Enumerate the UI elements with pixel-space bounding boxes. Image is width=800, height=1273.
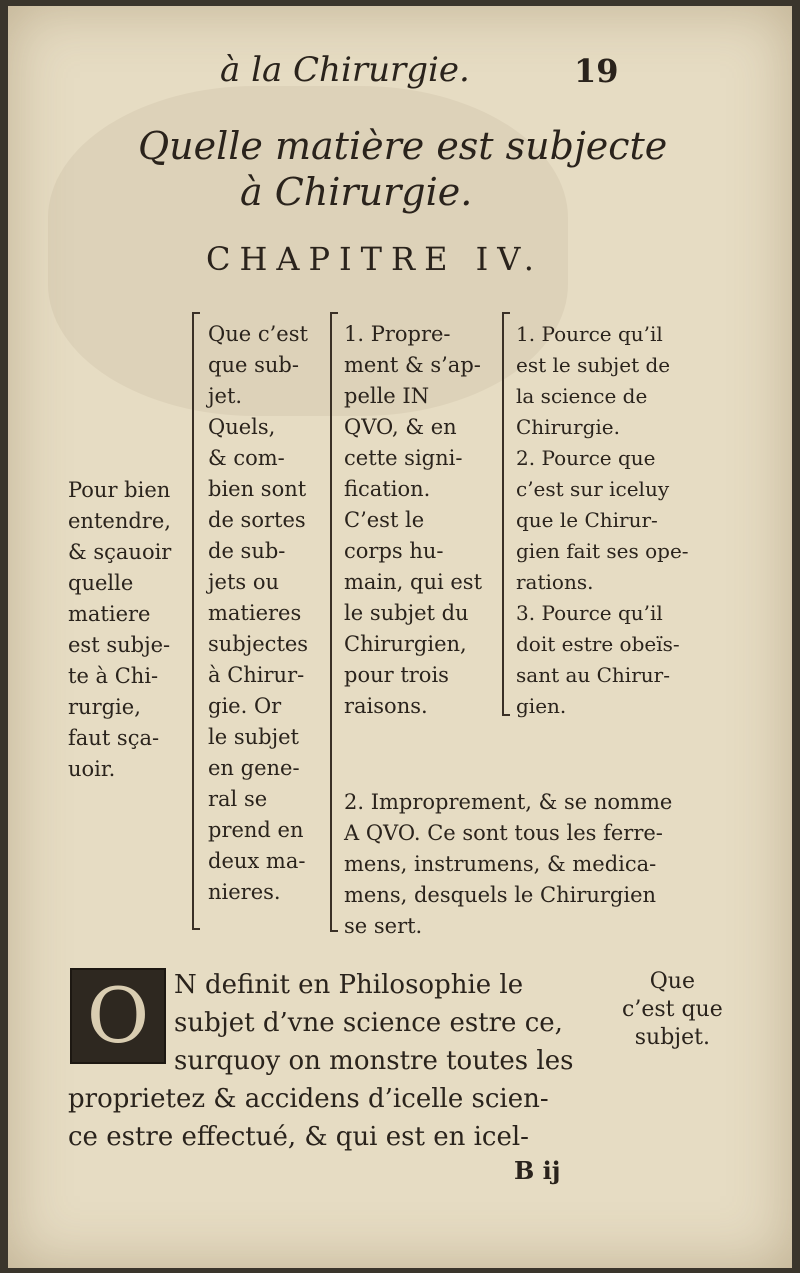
col2-line: prend en [208,818,304,842]
paragraph-line: surquoy on monstre toutes les [174,1046,574,1076]
margin-note-line: subjet. [634,1025,710,1050]
col3-line: QVO, & en [344,415,457,439]
book-page [8,6,792,1268]
col2-line: Quels, [208,415,276,439]
running-title: à la Chirurgie. [220,50,470,90]
paragraph-line: proprietez & accidens d’icelle scien- [68,1084,549,1114]
col3-line: corps hu- [344,539,444,563]
col2-line: Que c’est [208,322,308,346]
second-meaning-line: mens, desquels le Chirurgien [344,883,657,907]
margin-note-line: Que [649,969,695,994]
col3-line: le subjet du [344,601,469,625]
col4-line: 3. Pource qu’il [516,601,663,625]
col4-line: gien fait ses ope- [516,539,689,563]
col1-line: quelle [68,571,134,595]
col3-line: 1. Propre- [344,322,451,346]
col3-line: raisons. [344,694,428,718]
col2-line: de sub- [208,539,286,563]
col3-line: C’est le [344,508,425,532]
col3-line: fication. [344,477,431,501]
col1-line: & sçauoir [68,540,172,564]
col3-line: cette signi- [344,446,463,470]
col4-line: Chirurgie. [516,415,620,439]
col1-line: Pour bien [68,478,171,502]
drop-cap-ornament [70,968,166,1064]
column-3 [344,319,482,722]
second-meaning-line: se sert. [344,914,423,938]
col4-line: 1. Pource qu’il [516,322,663,346]
col1-line: matiere [68,602,151,626]
col4-line: la science de [516,384,648,408]
col4-line: rations. [516,570,594,594]
page-number: 19 [574,52,619,90]
brace-2 [330,312,332,932]
signature-mark: B ij [514,1156,561,1185]
col2-line: jets ou [208,570,279,594]
paragraph-line: ce estre effectué, & qui est en icel- [68,1122,529,1152]
margin-note-line: c’est que [622,997,723,1022]
col3-line: ment & s’ap- [344,353,481,377]
col2-line: de sortes [208,508,306,532]
col2-line: jet. [208,384,243,408]
col1-line: faut sça- [68,726,160,750]
col4-line: que le Chirur- [516,508,658,532]
second-meaning-line: 2. Improprement, & se nomme [344,790,673,814]
col1-line: uoir. [68,757,116,781]
col2-line: gie. Or [208,694,282,718]
brace-3 [502,312,504,716]
col3-line: pelle IN [344,384,430,408]
column-2 [208,319,308,908]
title-line-1: Quelle matière est subjecte [138,124,668,168]
col3-line: Chirurgien, [344,632,467,656]
col2-line: ral se [208,787,268,811]
drop-cap-letter: O [86,971,150,1060]
col4-line: doit estre obeïs- [516,632,680,656]
col2-line: & com- [208,446,285,470]
paragraph-line: N definit en Philosophie le [174,970,524,1000]
second-meaning-line: mens, instrumens, & medica- [344,852,657,876]
col2-line: le subjet [208,725,299,749]
col2-line: subjectes [208,632,309,656]
col2-line: matieres [208,601,302,625]
col4-line: sant au Chirur- [516,663,670,687]
column-1 [68,475,171,785]
col4-line: est le subjet de [516,353,671,377]
col2-line: que sub- [208,353,299,377]
chapter-heading: CHAPITRE IV. [206,240,543,278]
col2-line: bien sont [208,477,307,501]
brace-1 [192,312,194,930]
title-line-2: à Chirurgie. [240,170,473,214]
paragraph-line: subjet d’vne science estre ce, [174,1008,563,1038]
margin-note [622,968,723,1052]
col1-line: entendre, [68,509,171,533]
col4-line: 2. Pource que [516,446,656,470]
col1-line: est subje- [68,633,171,657]
second-meaning-line: A QVO. Ce sont tous les ferre- [344,821,663,845]
second-meaning-block [344,787,672,942]
col4-line: c’est sur iceluy [516,477,670,501]
col3-line: pour trois [344,663,449,687]
col2-line: nieres. [208,880,281,904]
col1-line: te à Chi- [68,664,159,688]
col3-line: main, qui est [344,570,483,594]
col2-line: deux ma- [208,849,306,873]
column-4 [516,319,689,722]
col4-line: gien. [516,694,567,718]
col1-line: rurgie, [68,695,141,719]
col2-line: à Chirur- [208,663,305,687]
col2-line: en gene- [208,756,300,780]
